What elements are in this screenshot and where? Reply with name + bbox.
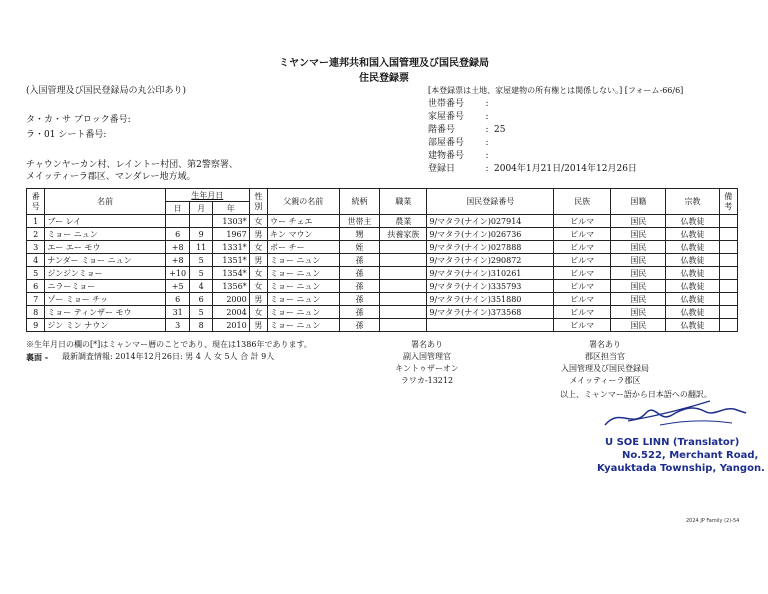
cell-no: 3 (27, 241, 45, 254)
header-remarks: 備考 (719, 189, 737, 215)
cell-religion: 仏教徒 (666, 215, 719, 228)
header-relation: 続柄 (339, 189, 380, 215)
table-row (27, 319, 738, 332)
household-table (26, 188, 738, 332)
table-row (27, 228, 738, 241)
cell-relation: 孫 (339, 254, 380, 267)
header-sex: 性別 (249, 189, 267, 215)
cell-relation: 姪 (339, 241, 380, 254)
cell-year: 1967 (212, 228, 249, 241)
cell-nationality: 国民 (611, 319, 666, 332)
header-nationality: 国籍 (611, 189, 666, 215)
cell-religion: 仏教徒 (666, 306, 719, 319)
header-dob: 生年月日 (165, 189, 249, 202)
cell-remarks (719, 254, 737, 267)
cell-year: 1303* (212, 215, 249, 228)
cell-day: 31 (165, 306, 190, 319)
cell-occupation (380, 241, 427, 254)
cell-nationality: 国民 (611, 267, 666, 280)
cell-father: ミョー ニュン (268, 293, 340, 306)
table-row (27, 241, 738, 254)
cell-sex: 男 (249, 293, 267, 306)
cell-nrc: 9/マタラ(ナイン)310261 (427, 267, 554, 280)
cell-nationality: 国民 (611, 215, 666, 228)
cell-father: ミョー ニュン (268, 254, 340, 267)
signature-left (392, 340, 462, 388)
cell-relation: 孫 (339, 319, 380, 332)
field-building-no: 建物番号 : (428, 151, 489, 161)
seal-note: (入国管理及び国民登録局の丸公印あり) (26, 86, 187, 96)
translator-address-2: Kyauktada Township, Yangon. (597, 463, 765, 474)
cell-no: 7 (27, 293, 45, 306)
cell-occupation: 農業 (380, 215, 427, 228)
cell-year: 1331* (212, 241, 249, 254)
cell-sex: 男 (249, 228, 267, 241)
translator-name: U SOE LINN (Translator) (605, 437, 740, 448)
cell-father: ミョー ニュン (268, 306, 340, 319)
footer-code: 2024 JP Family (2)-54 (686, 518, 740, 524)
table-row (27, 254, 738, 267)
cell-name: エー エー モウ (45, 241, 166, 254)
cell-day (165, 215, 190, 228)
cell-nationality: 国民 (611, 241, 666, 254)
cell-month: 5 (190, 306, 212, 319)
field-floor-no: 階番号 : 25 (428, 125, 506, 135)
footnote: ※生年月日の欄の[*]はミャンマー暦のことであり、現在は1386年であります。 (26, 340, 312, 349)
cell-ethnicity: ビルマ (554, 306, 611, 319)
cell-sex: 男 (249, 254, 267, 267)
cell-nationality: 国民 (611, 254, 666, 267)
cell-sex: 男 (249, 319, 267, 332)
field-household-no: 世帯番号 : (428, 99, 489, 109)
notice: [本登録票は土地、家屋建物の所有権とは関係しない。] [フォーム-66/6] (428, 86, 684, 95)
header-nrc: 国民登録番号 (427, 189, 554, 215)
cell-day: 3 (165, 319, 190, 332)
cell-relation: 孫 (339, 306, 380, 319)
cell-name: ジンジンミョー (45, 267, 166, 280)
cell-father: ウー チェエ (268, 215, 340, 228)
cell-occupation (380, 267, 427, 280)
back-info: 最新調査情報: 2014年12月26日: 男 4 人 女 5人 合 計 9人 (62, 352, 275, 361)
right-fields (428, 99, 637, 177)
cell-nrc: 9/マタラ(ナイン)335793 (427, 280, 554, 293)
cell-month: 5 (190, 254, 212, 267)
signature-left-id: ラワカ-13212 (400, 376, 454, 385)
cell-sex: 女 (249, 306, 267, 319)
cell-day: +5 (165, 280, 190, 293)
handwritten-signature (600, 395, 750, 435)
cell-nrc (427, 319, 554, 332)
cell-occupation (380, 306, 427, 319)
cell-father: キン マウン (268, 228, 340, 241)
cell-nrc: 9/マタラ(ナイン)027888 (427, 241, 554, 254)
cell-religion: 仏教徒 (666, 280, 719, 293)
cell-year: 1356* (212, 280, 249, 293)
cell-religion: 仏教徒 (666, 267, 719, 280)
cell-sex: 女 (249, 241, 267, 254)
cell-year: 2004 (212, 306, 249, 319)
cell-no: 8 (27, 306, 45, 319)
address-line-1: チャウンヤーカン村、レイントー村団、第2警察署、 (26, 160, 238, 170)
header-year: 年 (212, 202, 249, 215)
signature-right-signed: 署名あり (589, 340, 621, 349)
address-line-2: メイッティーラ郡区、マンダレー地方域。 (26, 172, 196, 182)
field-house-no: 家屋番号 : (428, 112, 489, 122)
cell-month: 11 (190, 241, 212, 254)
cell-name: ナンダー ミョー ニュン (45, 254, 166, 267)
cell-remarks (719, 215, 737, 228)
cell-father: ボー チー (268, 241, 340, 254)
cell-religion: 仏教徒 (666, 319, 719, 332)
cell-nationality: 国民 (611, 228, 666, 241)
signature-left-signed: 署名あり (411, 340, 443, 349)
cell-month: 6 (190, 293, 212, 306)
cell-relation: 世帯主 (339, 215, 380, 228)
header-ethnicity: 民族 (554, 189, 611, 215)
cell-remarks (719, 293, 737, 306)
header-no: 番号 (27, 189, 45, 215)
cell-no: 4 (27, 254, 45, 267)
cell-occupation (380, 254, 427, 267)
cell-day: +8 (165, 254, 190, 267)
cell-nrc: 9/マタラ(ナイン)373568 (427, 306, 554, 319)
signature-right (545, 340, 665, 388)
field-room-no: 部屋番号 : (428, 138, 489, 148)
cell-nrc: 9/マタラ(ナイン)026736 (427, 228, 554, 241)
cell-name: ジン ミン ナウン (45, 319, 166, 332)
cell-name: ミョー ティンザー モウ (45, 306, 166, 319)
table-row (27, 293, 738, 306)
cell-day: +10 (165, 267, 190, 280)
sheet-number: ラ・01 シート番号: (26, 130, 107, 140)
cell-name: ゾー ミョー チッ (45, 293, 166, 306)
block-number: タ・カ・サ ブロック番号: (26, 115, 131, 125)
cell-nrc: 9/マタラ(ナイン)290872 (427, 254, 554, 267)
cell-nationality: 国民 (611, 280, 666, 293)
cell-name: ブー レイ (45, 215, 166, 228)
cell-ethnicity: ビルマ (554, 319, 611, 332)
header-day: 日 (165, 202, 190, 215)
cell-remarks (719, 267, 737, 280)
cell-remarks (719, 241, 737, 254)
cell-nrc: 9/マタラ(ナイン)027914 (427, 215, 554, 228)
cell-day: 6 (165, 228, 190, 241)
header-name: 名前 (45, 189, 166, 215)
cell-occupation (380, 280, 427, 293)
translation-note: 以上、ミャンマー語から日本語への翻訳。 (560, 390, 712, 399)
cell-occupation (380, 293, 427, 306)
cell-occupation (380, 319, 427, 332)
cell-relation: 孫 (339, 293, 380, 306)
cell-sex: 女 (249, 280, 267, 293)
table-row (27, 215, 738, 228)
signature-right-title: 郡区担当官 (585, 352, 625, 361)
table-row (27, 267, 738, 280)
cell-ethnicity: ビルマ (554, 254, 611, 267)
cell-year: 2000 (212, 293, 249, 306)
cell-religion: 仏教徒 (666, 228, 719, 241)
cell-remarks (719, 280, 737, 293)
cell-father: ミョー ニュン (268, 267, 340, 280)
cell-remarks (719, 228, 737, 241)
cell-day: 6 (165, 293, 190, 306)
cell-remarks (719, 319, 737, 332)
cell-sex: 女 (249, 267, 267, 280)
cell-religion: 仏教徒 (666, 293, 719, 306)
cell-ethnicity: ビルマ (554, 293, 611, 306)
back-label: 裏面 - (26, 352, 49, 362)
cell-occupation: 扶養家族 (380, 228, 427, 241)
cell-father: ミョー ニュン (268, 280, 340, 293)
signature-left-name: キントゥザーオン (395, 364, 459, 373)
cell-relation: 孫 (339, 280, 380, 293)
cell-month: 8 (190, 319, 212, 332)
cell-day: +8 (165, 241, 190, 254)
cell-month (190, 215, 212, 228)
cell-ethnicity: ビルマ (554, 241, 611, 254)
cell-no: 5 (27, 267, 45, 280)
cell-no: 9 (27, 319, 45, 332)
cell-ethnicity: ビルマ (554, 228, 611, 241)
cell-month: 5 (190, 267, 212, 280)
signature-right-dept: 入国管理及び国民登録局 (561, 364, 649, 373)
header-father: 父親の名前 (268, 189, 340, 215)
cell-religion: 仏教徒 (666, 241, 719, 254)
cell-month: 9 (190, 228, 212, 241)
cell-father: ミョー ニュン (268, 319, 340, 332)
cell-remarks (719, 306, 737, 319)
cell-year: 1351* (212, 254, 249, 267)
cell-nationality: 国民 (611, 293, 666, 306)
cell-name: ニラーミョー (45, 280, 166, 293)
cell-no: 6 (27, 280, 45, 293)
cell-sex: 女 (249, 215, 267, 228)
signature-left-title: 副入国管理官 (403, 352, 451, 361)
field-registration-date: 登録日 : 2004年1月21日/2014年12月26日 (428, 164, 637, 174)
cell-relation: 孫 (339, 267, 380, 280)
header-month: 月 (190, 202, 212, 215)
translator-address-1: No.522, Merchant Road, (622, 450, 759, 461)
cell-nationality: 国民 (611, 306, 666, 319)
document-title: ミヤンマー連邦共和国入国管理及び国民登録局 (279, 58, 489, 69)
cell-name: ミョー ニュン (45, 228, 166, 241)
cell-relation: 甥 (339, 228, 380, 241)
cell-ethnicity: ビルマ (554, 215, 611, 228)
table-row (27, 306, 738, 319)
header-religion: 宗教 (666, 189, 719, 215)
cell-no: 2 (27, 228, 45, 241)
cell-ethnicity: ビルマ (554, 267, 611, 280)
cell-month: 4 (190, 280, 212, 293)
document-subtitle: 住民登録票 (359, 73, 409, 84)
cell-nrc: 9/マタラ(ナイン)351880 (427, 293, 554, 306)
cell-religion: 仏教徒 (666, 254, 719, 267)
cell-year: 2010 (212, 319, 249, 332)
cell-no: 1 (27, 215, 45, 228)
header-occupation: 職業 (380, 189, 427, 215)
cell-ethnicity: ビルマ (554, 280, 611, 293)
signature-right-township: メイッティーラ郡区 (569, 376, 641, 385)
cell-year: 1354* (212, 267, 249, 280)
table-row (27, 280, 738, 293)
